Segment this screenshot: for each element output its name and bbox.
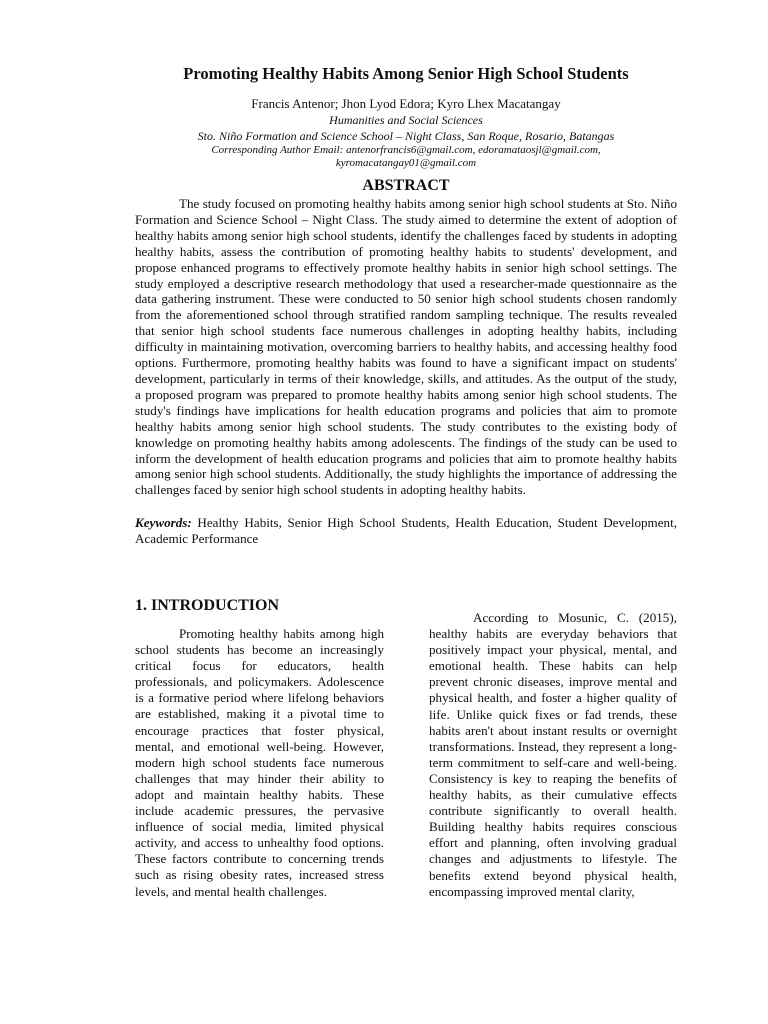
introduction-heading: 1. INTRODUCTION <box>135 597 280 614</box>
right-column <box>429 610 677 900</box>
introduction-left-paragraph: Promoting healthy habits among high school students has become an increasingly critical focus for educators, health professionals, and policymakers. Adolescence is a formative period where lifelong behaviors are established, making it a pivotal time to encourage practices that foster physical, mental, and emotional well-being. However, modern high school students face numerous challenges that may hinder their ability to adopt and maintain healthy habits. These include academic pressures, the pervasive influence of social media, limited physical activity, and access to unhealthy food options. These factors contribute to concerning trends such as rising obesity rates, increased stress levels, and mental health challenges. <box>135 626 384 899</box>
abstract-body: The study focused on promoting healthy habits among senior high school students at Sto. Niño Formation and Science School – Night Class. The study aimed to determine the extent of adoption of healthy habits among senior high school students, identify the challenges faced by students in adopting healthy habits, assess the contribution of promoting healthy habits to students' development, and propose enhanced programs to effectively promote healthy habits in senior high school settings. The study employed a descriptive research methodology that used a researcher-made questionnaire as the data gathering instrument. These were conducted to 50 senior high school students chosen randomly from the aforementioned school through stratified random sampling technique. The results revealed that senior high school students face numerous challenges in adopting healthy habits, including difficulty in maintaining motivation, overcoming barriers to healthy habits, and accessing healthy food options. Furthermore, promoting healthy habits was found to have a significant impact on students' development, particularly in terms of their knowledge, skills, and attitudes. As the output of the study, a proposed program was prepared to promote healthy habits among senior high school students. The study's findings have implications for health education programs and policies that aim to promote healthy habits among senior high school students. The study contributes to the existing body of knowledge on promoting healthy habits among adolescents. The findings of the study can be used to inform the development of health education programs and policies that aim to promote healthy habits among senior high school students. Additionally, the study highlights the importance of addressing the challenges faced by senior high school students in adopting healthy habits. <box>135 196 677 498</box>
keywords <box>135 515 677 547</box>
introduction-right-paragraph: According to Mosunic, C. (2015), healthy habits are everyday behaviors that positively impact your physical, mental, and emotional health. These habits can help prevent chronic diseases, improve mental and physical health, and foster a higher quality of life. Unlike quick fixes or fad trends, these habits aren't about instant results or overnight transformations. Instead, they represent a long-term commitment to self-care and well-being. Consistency is key to reaping the benefits of healthy habits, as their cumulative effects contribute significantly to overall health. Building healthy habits requires conscious effort and planning, often involving gradual changes and adjustments to lifestyle. The benefits extend beyond physical health, encompassing improved mental clarity, <box>429 610 677 899</box>
paper-email-line-1: Corresponding Author Email: antenorfrancis6@gmail.com, edoramataosjl@gmail.com, <box>211 144 601 156</box>
paper-school: Sto. Niño Formation and Science School – Night Class, San Roque, Rosario, Batangas <box>197 129 615 143</box>
keywords-label: Keywords: <box>135 515 192 531</box>
left-column <box>135 596 384 900</box>
keywords-text: Healthy Habits, Senior High School Students, Health Education, Student Development, Academic Performance <box>135 515 678 547</box>
abstract-heading: ABSTRACT <box>362 177 450 194</box>
paper-department: Humanities and Social Sciences <box>329 113 483 127</box>
paper-title: Promoting Healthy Habits Among Senior High School Students <box>183 64 629 83</box>
paper-email-line-2: kyromacatangay01@gmail.com <box>335 157 477 169</box>
introduction-section <box>135 596 677 936</box>
paper-authors: Francis Antenor; Jhon Lyod Edora; Kyro Lhex Macatangay <box>251 96 561 111</box>
paper-page <box>135 62 677 547</box>
